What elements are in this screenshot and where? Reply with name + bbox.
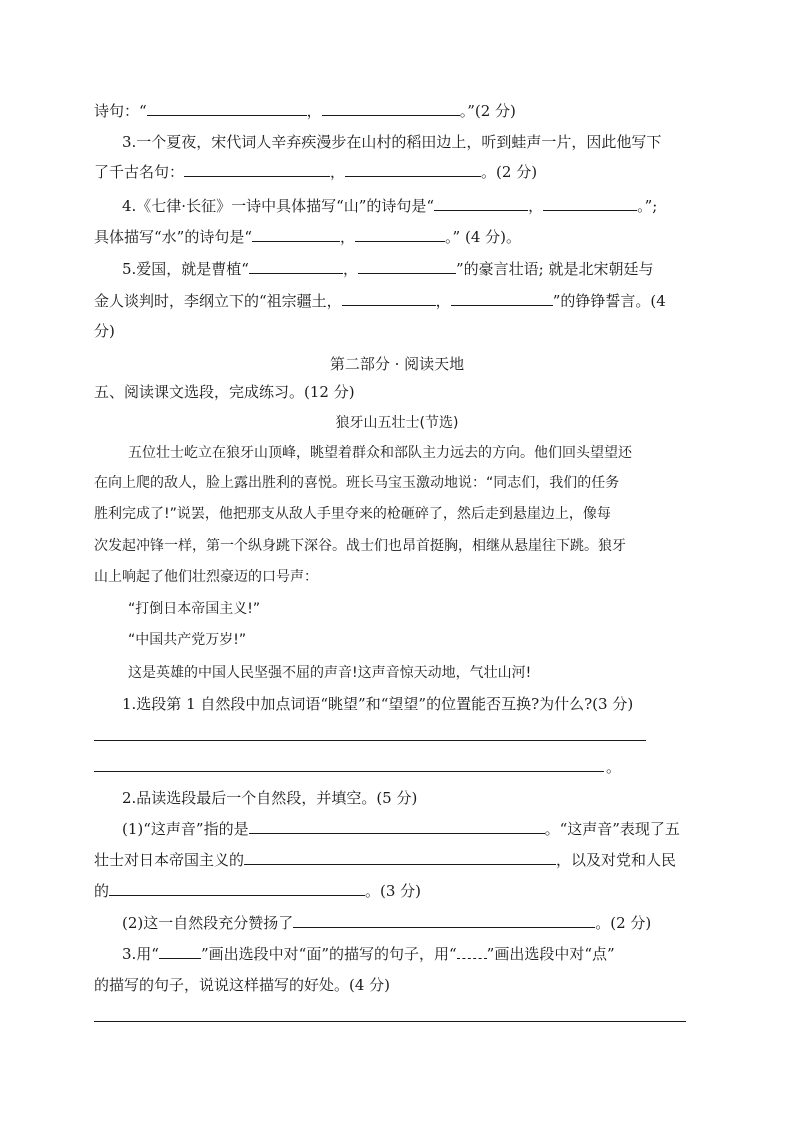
passage-line: 山上响起了他们壮烈豪迈的口号声： bbox=[94, 569, 318, 585]
answer-blank[interactable] bbox=[249, 818, 545, 834]
passage-slogan: “打倒日本帝国主义!” bbox=[128, 601, 261, 617]
section-heading: 五、阅读课文选段，完成练习。(12 分) bbox=[94, 383, 355, 401]
answer-line[interactable] bbox=[94, 1021, 686, 1022]
q2-text: 2.品读选段最后一个自然段，并填空。(5 分) bbox=[122, 789, 418, 807]
wavy-line-sample bbox=[457, 943, 487, 959]
part-title: 第二部分 · 阅读天地 bbox=[329, 355, 465, 373]
q5-line2: 金人谈判时，李纲立下的“祖宗疆土， ， ”的铮铮誓言。(4 bbox=[94, 292, 666, 310]
answer-blank[interactable] bbox=[109, 880, 365, 896]
q2-tail-line: 诗句：“ ， 。”(2 分) bbox=[94, 102, 516, 120]
answer-blank[interactable] bbox=[322, 100, 460, 116]
answer-blank[interactable] bbox=[249, 258, 343, 274]
answer-blank[interactable] bbox=[345, 161, 481, 177]
q3-line2: 的描写的句子，说说这样描写的好处。(4 分) bbox=[94, 976, 391, 994]
passage-line: 次发起冲锋一样，第一个纵身跳下深谷。战士们也昂首挺胸，相继从悬崖往下跳。狼牙 bbox=[94, 538, 626, 554]
q2a-line3: 的 。(3 分) bbox=[94, 882, 422, 900]
answer-blank[interactable] bbox=[147, 100, 307, 116]
straight-line-sample bbox=[159, 943, 201, 959]
q2b-line: (2)这一自然段充分赞扬了 。(2 分) bbox=[122, 914, 652, 932]
answer-blank[interactable] bbox=[543, 195, 637, 211]
q2a-line2: 壮士对日本帝国主义的 ，以及对党和人民 bbox=[94, 851, 677, 869]
passage-line: 五位壮士屹立在狼牙山顶峰，眺望着群众和部队主力远去的方向。他们回头望望还 bbox=[128, 445, 632, 461]
answer-blank[interactable] bbox=[434, 195, 528, 211]
q4-line1: 4.《七律·长征》一诗中具体描写“山”的诗句是“ ， 。”; bbox=[122, 197, 658, 215]
passage-line: 这是英雄的中国人民坚强不屈的声音!这声音惊天动地，气壮山河! bbox=[128, 665, 532, 681]
answer-blank[interactable] bbox=[184, 161, 330, 177]
passage-slogan: “中国共产党万岁!” bbox=[128, 632, 247, 648]
q2a-line1: (1)“这声音”指的是 。“这声音”表现了五 bbox=[122, 820, 680, 838]
answer-blank[interactable] bbox=[252, 226, 340, 242]
q1-text: 1.选段第 1 自然段中加点词语“眺望”和“望望”的位置能否互换?为什么?(3 分) bbox=[122, 695, 634, 713]
q5-line3: 分) bbox=[94, 322, 115, 340]
answer-line[interactable] bbox=[94, 740, 646, 741]
q4-line2: 具体描写“水”的诗句是“ ， 。” (4 分)。 bbox=[94, 228, 521, 246]
answer-blank[interactable] bbox=[451, 290, 553, 306]
q3-line1: 3.用“ ”画出选段中对“面”的描写的句子，用“ ”画出选段中对“点” bbox=[122, 945, 615, 963]
passage-line: 胜利完成了!”说罢，他把那支从敌人手里夺来的枪砸碎了，然后走到悬崖边上，像每 bbox=[94, 506, 611, 522]
answer-blank[interactable] bbox=[358, 258, 456, 274]
q3-line2: 了千古名句： ， 。(2 分) bbox=[94, 163, 538, 181]
answer-line[interactable] bbox=[94, 771, 604, 772]
answer-blank[interactable] bbox=[244, 849, 556, 865]
passage-title: 狼牙山五壮士(节选) bbox=[335, 415, 459, 431]
answer-blank[interactable] bbox=[355, 226, 445, 242]
q3-line1: 3.一个夏夜，宋代词人辛弃疾漫步在山村的稻田边上，听到蛙声一片，因此他写下 bbox=[122, 133, 662, 151]
passage-line: 在向上爬的敌人，脸上露出胜利的喜悦。班长马宝玉激动地说：“同志们，我们的任务 bbox=[94, 475, 620, 491]
q1-end-mark: 。 bbox=[606, 758, 622, 776]
answer-blank[interactable] bbox=[342, 290, 436, 306]
answer-blank[interactable] bbox=[293, 912, 595, 928]
q5-line1: 5.爱国，就是曹植“ ， ”的豪言壮语; 就是北宋朝廷与 bbox=[122, 260, 654, 278]
